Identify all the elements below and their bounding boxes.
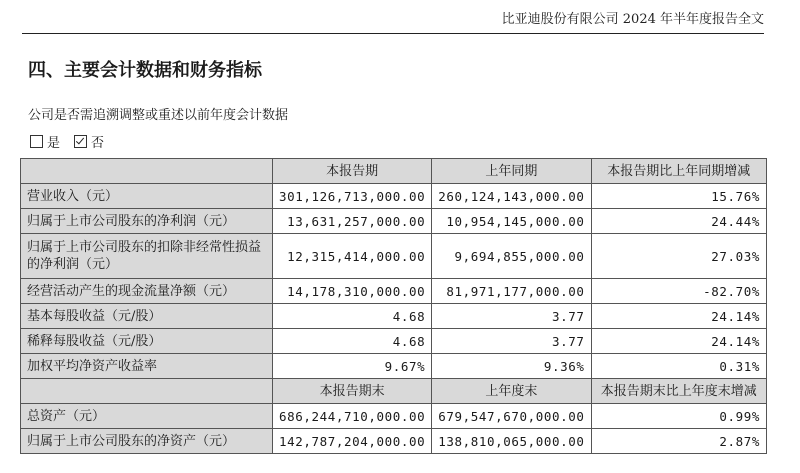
prior-value: 3.77: [432, 329, 591, 354]
row-label: 经营活动产生的现金流量净额（元）: [21, 279, 273, 304]
restatement-question: 公司是否需追溯调整或重述以前年度会计数据: [28, 108, 289, 123]
prior-value: 81,971,177,000.00: [432, 279, 591, 304]
header-prior-period: 上年同期: [432, 159, 591, 184]
prior-value: 260,124,143,000.00: [432, 184, 591, 209]
table-row: [21, 279, 767, 304]
restatement-options: [28, 132, 104, 151]
document-header: 比亚迪股份有限公司 2024 年半年度报告全文: [501, 12, 764, 27]
section-title: 四、主要会计数据和财务指标: [28, 60, 262, 81]
table-row: [21, 354, 767, 379]
current-value: 4.68: [272, 304, 431, 329]
change-value: 15.76%: [591, 184, 766, 209]
no-option-label: 否: [91, 136, 105, 151]
change-value: 2.87%: [591, 429, 766, 454]
table-header-row: [21, 159, 767, 184]
current-value: 9.67%: [272, 354, 431, 379]
change-value: 24.44%: [591, 209, 766, 234]
current-value: 14,178,310,000.00: [272, 279, 431, 304]
current-value: 301,126,713,000.00: [272, 184, 431, 209]
table-row: [21, 209, 767, 234]
prior-value: 10,954,145,000.00: [432, 209, 591, 234]
table-row: [21, 404, 767, 429]
prior-value: 138,810,065,000.00: [432, 429, 591, 454]
current-value: 13,631,257,000.00: [272, 209, 431, 234]
header-divider: [22, 33, 764, 34]
yes-checkbox-icon: [30, 135, 43, 148]
table-subheader-row: [21, 379, 767, 404]
row-label: 营业收入（元）: [21, 184, 273, 209]
no-checkbox-checked-icon: [74, 135, 87, 148]
table-row: [21, 429, 767, 454]
header-current-period: 本报告期: [272, 159, 431, 184]
row-label: 稀释每股收益（元/股）: [21, 329, 273, 354]
current-value: 142,787,204,000.00: [272, 429, 431, 454]
current-value: 12,315,414,000.00: [272, 234, 431, 279]
row-label: 归属于上市公司股东的净资产（元）: [21, 429, 273, 454]
row-label: 归属于上市公司股东的净利润（元）: [21, 209, 273, 234]
financial-data-table: [20, 158, 767, 454]
header-blank-cell: [21, 379, 273, 404]
prior-value: 3.77: [432, 304, 591, 329]
header-change: 本报告期末比上年度末增减: [591, 379, 766, 404]
header-period-end: 本报告期末: [272, 379, 431, 404]
header-change: 本报告期比上年同期增减: [591, 159, 766, 184]
header-prior-year-end: 上年度末: [432, 379, 591, 404]
row-label: 总资产（元）: [21, 404, 273, 429]
row-label: 基本每股收益（元/股）: [21, 304, 273, 329]
prior-value: 9.36%: [432, 354, 591, 379]
change-value: 0.99%: [591, 404, 766, 429]
yes-option-label: 是: [47, 136, 61, 151]
prior-value: 9,694,855,000.00: [432, 234, 591, 279]
row-label: 归属于上市公司股东的扣除非经常性损益的净利润（元）: [21, 234, 273, 279]
table-row: [21, 304, 767, 329]
change-value: 27.03%: [591, 234, 766, 279]
table-row: [21, 234, 767, 279]
table-row: [21, 184, 767, 209]
table-row: [21, 329, 767, 354]
change-value: 24.14%: [591, 329, 766, 354]
current-value: 4.68: [272, 329, 431, 354]
prior-value: 679,547,670,000.00: [432, 404, 591, 429]
change-value: 24.14%: [591, 304, 766, 329]
header-blank-cell: [21, 159, 273, 184]
change-value: -82.70%: [591, 279, 766, 304]
change-value: 0.31%: [591, 354, 766, 379]
current-value: 686,244,710,000.00: [272, 404, 431, 429]
row-label: 加权平均净资产收益率: [21, 354, 273, 379]
